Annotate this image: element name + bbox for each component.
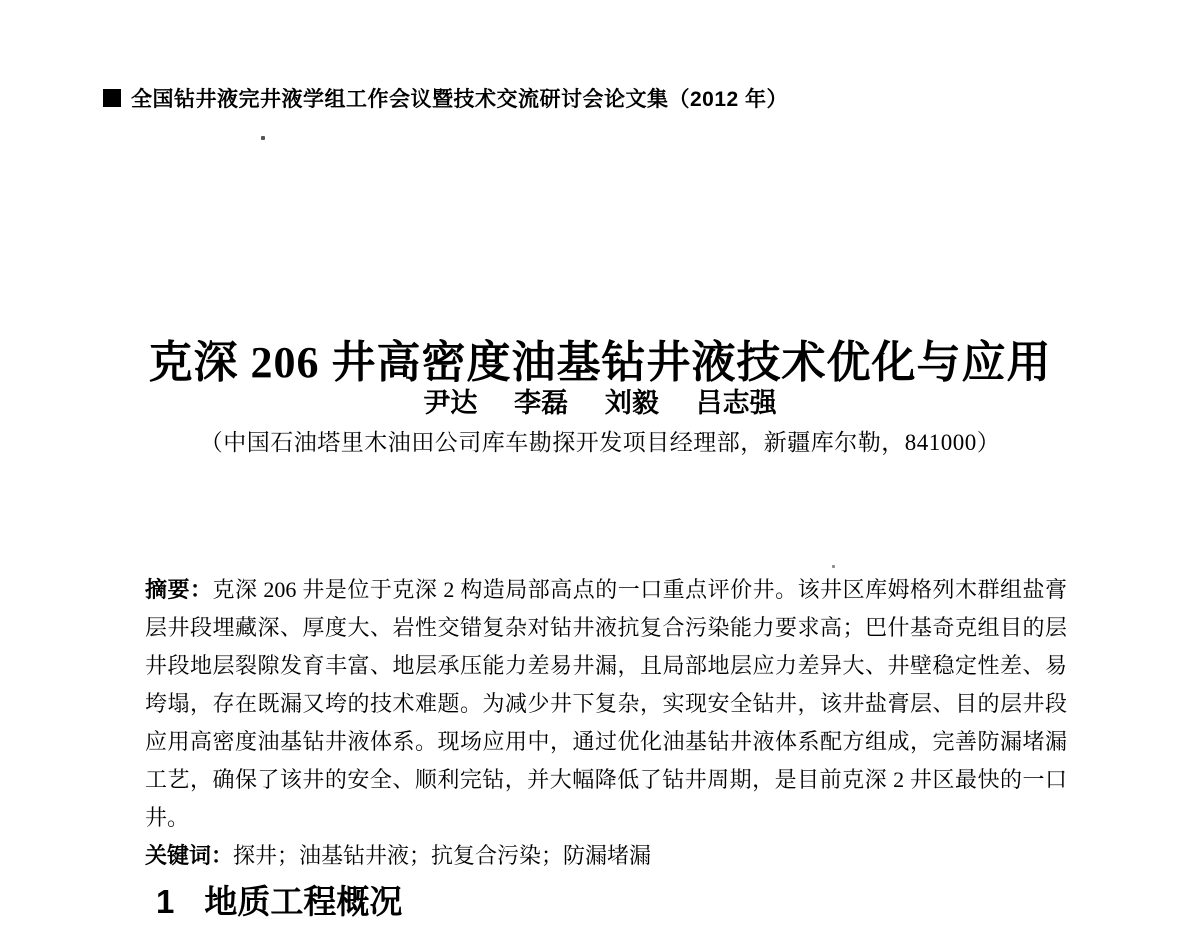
author-name: 吕志强 (695, 388, 777, 418)
abstract-section (145, 571, 1067, 875)
author-name: 刘毅 (604, 388, 659, 418)
keywords-line (145, 837, 1067, 875)
abstract-paragraph (145, 571, 1067, 837)
section-title: 地质工程概况 (204, 883, 403, 920)
keywords-label: 关键词： (145, 843, 234, 868)
author-name: 尹达 (423, 388, 478, 418)
scan-artifact-dot (261, 136, 265, 140)
section-heading (156, 876, 402, 923)
proceedings-header (103, 83, 788, 113)
paper-title: 克深 206 井高密度油基钻井液技术优化与应用 (148, 338, 1052, 388)
authors-line (0, 381, 1200, 420)
scan-artifact-dot (832, 565, 835, 568)
square-bullet-icon (103, 89, 121, 107)
author-name: 李磊 (514, 388, 569, 418)
abstract-label: 摘要： (145, 577, 213, 602)
proceedings-title: 全国钻井液完井液学组工作会议暨技术交流研讨会论文集（2012 年） (131, 88, 789, 111)
keywords-text: 探井；油基钻井液；抗复合污染；防漏堵漏 (233, 843, 652, 868)
section-number: 1 (156, 883, 175, 920)
abstract-text: 克深 206 井是位于克深 2 构造局部高点的一口重点评价井。该井区库姆格列木群组盐膏层井段埋藏深、厚度大、岩性交错复杂对钻井液抗复合污染能力要求高；巴什基奇克组目的层井段地层裂隙发育丰富、地层承压能力差易井漏，且局部地层应力差异大、井壁稳定性差、易垮塌，存在既漏又垮的技术难题。为减少井下复杂，实现安全钻井，该井盐膏层、目的层井段应用高密度油基钻井液体系。现场应用中，通过优化油基钻井液体系配方组成，完善防漏堵漏工艺，确保了该井的安全、顺利完钻，并大幅降低了钻井周期，是目前克深 2 井区最快的一口井。 (145, 577, 1067, 830)
affiliation-line: （中国石油塔里木油田公司库车勘探开发项目经理部，新疆库尔勒，841000） (199, 430, 1001, 455)
